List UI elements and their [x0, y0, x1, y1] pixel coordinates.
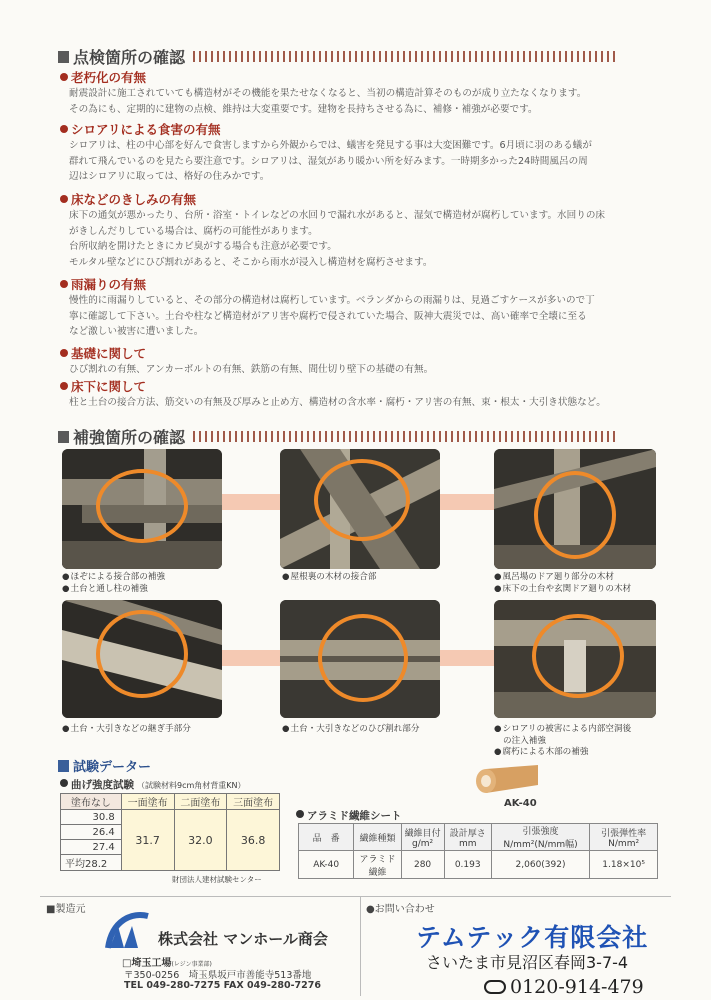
highlight-ring [96, 610, 188, 698]
heading-rule [193, 431, 615, 442]
contact-address: さいたま市見沼区春岡3-7-4 [426, 953, 629, 972]
contact-label: ●お問い合わせ [366, 904, 435, 915]
connector-band [220, 494, 282, 510]
maker-logo-icon [102, 910, 152, 950]
connector-band [438, 650, 496, 666]
table-cell: 0.193 [444, 851, 491, 879]
bending-test-table [60, 793, 280, 871]
aramid-heading [296, 808, 402, 823]
table-header: 引張強度 N/mm²(N/mm幅) [491, 824, 589, 851]
bullet-icon [60, 125, 68, 133]
table-cell: 30.8 [61, 810, 122, 825]
photo-caption [62, 572, 232, 595]
photo-caption [282, 572, 452, 584]
photo-caption [62, 724, 232, 736]
inspection-item-3 [60, 192, 663, 270]
test-data-heading [58, 756, 151, 775]
aramid-title: アラミド繊維シート [307, 810, 402, 822]
caption-text: ● 床下の土台や玄関ドア廻りの木材 [494, 584, 669, 596]
item-text: がきしんだりしている場合は、腐朽の可能性があります。 [69, 225, 318, 237]
footer-divider [40, 896, 671, 897]
caption-text: ● シロアリの被害による内部空洞後 [494, 724, 669, 736]
item-text: その為にも、定期的に建物の点検、維持は大変重要です。建物を長持ちさせる為に、補修・補強が必要です。 [69, 103, 538, 115]
bending-test-heading [60, 777, 246, 792]
table-cell: アラミド 繊維 [354, 851, 401, 879]
heading-mark [58, 51, 69, 63]
table-header: 一面塗布 [121, 794, 174, 810]
table-header: 設計厚さ mm [444, 824, 491, 851]
item-text: シロアリは、柱の中心部を好んで食害しますから外観からでは、蟻害を発見する事は大変困難です。6月頃に羽のある蟻が [69, 140, 592, 151]
caption-text: ● ほぞによる接合部の補強 [62, 572, 232, 584]
table-cell: AK-40 [299, 851, 354, 879]
table-header: 品 番 [299, 824, 354, 851]
inspection-item-1 [60, 70, 663, 117]
heading-rule [193, 51, 615, 62]
item-text: 床下の通気が悪かったり、台所・浴室・トイレなどの水回りで漏れ水があると、湿気で構造材が腐朽しています。水回りの床 [69, 210, 606, 221]
bullet-icon [60, 349, 68, 357]
bending-test-title: 曲げ強度試験 [71, 779, 134, 791]
table-header: 繊維目付 g/m² [401, 824, 444, 851]
bullet-icon [296, 810, 304, 818]
aramid-spec-table [298, 823, 658, 879]
reinforcement-heading [58, 425, 615, 448]
caption-text: の注入補強 [503, 735, 546, 746]
item-text: など激しい被害に遭いました。 [69, 326, 204, 337]
caption-text: ● 腐朽による木部の補強 [494, 747, 669, 759]
product-label: AK-40 [504, 798, 537, 809]
factory-name: □埼玉工場 [122, 958, 172, 969]
test-data-title: 試験データー [73, 760, 152, 775]
free-dial-icon [484, 980, 506, 994]
table-cell: 2,060(392) [491, 851, 589, 879]
footer-vertical-divider [360, 896, 361, 996]
bullet-icon [60, 779, 68, 787]
caption-text: ● 土台と通し柱の補強 [62, 584, 232, 596]
table-cell: 26.4 [61, 825, 122, 840]
table-header: 三面塗布 [227, 794, 280, 810]
item-text: 耐震設計に施工されていても構造材がその機能を果たせなくなると、当初の構造計算そのものが成り立たなくなります。 [69, 88, 587, 99]
table-header: 繊維種類 [354, 824, 401, 851]
caption-text: ● 屋根裏の木材の接合部 [282, 572, 452, 584]
item-title: 基礎に関して [71, 346, 147, 361]
table-header: 塗布なし [61, 794, 122, 810]
maker-tel: TEL 049-280-7275 FAX 049-280-7276 [124, 980, 321, 991]
table-header: 引張弾性率 N/mm² [590, 824, 658, 851]
contact-company: テムテック有限会社 [416, 923, 649, 952]
item-text: 台所収納を開けたときにカビ臭がする場合も注意が必要です。 [69, 241, 337, 252]
highlight-ring [532, 614, 624, 698]
inspection-item-4 [60, 277, 663, 340]
table-cell: 平均28.2 [61, 855, 122, 871]
table-header: 二面塗布 [174, 794, 227, 810]
connector-band [438, 494, 496, 510]
connector-band [220, 650, 282, 666]
table-cell: 36.8 [227, 810, 280, 871]
maker-address: 〒350-0256 埼玉県坂戸市善能寺513番地 [124, 970, 312, 981]
bullet-icon [60, 73, 68, 81]
item-text: 辺はシロアリに取っては、格好の住みかです。 [69, 171, 270, 182]
table-cell: 31.7 [121, 810, 174, 871]
maker-label: ■製造元 [46, 904, 86, 915]
maker-company: 株式会社 マンホール商会 [158, 930, 328, 948]
inspection-title: 点検箇所の確認 [73, 48, 186, 67]
inspection-item-5 [60, 346, 663, 378]
photo-caption [494, 572, 669, 595]
bullet-icon [60, 195, 68, 203]
photo-caption [494, 724, 669, 759]
caption-text: ● 土台・大引きなどの継ぎ手部分 [62, 724, 232, 736]
bending-test-note: （試験材料9cm角材背重KN） [137, 781, 246, 790]
photo-caption [282, 724, 452, 736]
item-text: 慢性的に雨漏りしていると、その部分の構造材は腐朽しています。ベランダからの雨漏りは、見過ごすケースが多いので丁 [69, 295, 595, 306]
item-text: ひび割れの有無、アンカーボルトの有無、鉄筋の有無、間仕切り壁下の基礎の有無。 [69, 364, 434, 375]
table-cell: 32.0 [174, 810, 227, 871]
table-cell: 1.18×10⁵ [590, 851, 658, 879]
item-title: 床などのきしみの有無 [71, 192, 197, 207]
highlight-ring [318, 614, 408, 702]
highlight-ring [534, 471, 616, 559]
factory-sub: (レジン事業部) [171, 961, 212, 968]
highlight-ring [314, 459, 410, 541]
inspection-item-6 [60, 379, 663, 411]
item-title: 雨漏りの有無 [71, 277, 147, 292]
caption-text: ● 風呂場のドア廻り部分の木材 [494, 572, 669, 584]
test-source: 財団法人建材試験センター [172, 875, 262, 884]
table-cell: 27.4 [61, 840, 122, 855]
highlight-ring [96, 469, 188, 543]
item-text: 群れて飛んでいるのを見たら要注意です。シロアリは、湿気があり暖かい所を好みます。一時期多かった24時間風呂の周 [69, 155, 588, 167]
contact-phone[interactable] [484, 976, 644, 998]
item-text: 寧に確認して下さい。土台や柱など構造材がアリ害や腐朽で侵されていた場合、阪神大震災では、高い確率で全壊に至る [69, 310, 587, 322]
heading-mark [58, 760, 69, 772]
aramid-roll-image [472, 763, 542, 799]
heading-mark [58, 431, 69, 443]
phone-number[interactable]: 0120-914-479 [510, 976, 644, 998]
item-text: 柱と土台の接合方法、筋交いの有無及び厚みと止め方、構造材の含水率・腐朽・アリ害の有無、束・根太・大引き状態など。 [69, 397, 606, 408]
table-cell: 280 [401, 851, 444, 879]
item-text: モルタル壁などにひび割れがあると、そこから雨水が浸入し構造材を腐朽させます。 [69, 256, 433, 268]
caption-text: ● 土台・大引きなどのひび割れ部分 [282, 724, 452, 736]
inspection-heading [58, 45, 615, 68]
bullet-icon [60, 280, 68, 288]
reinforcement-title: 補強箇所の確認 [73, 428, 186, 447]
item-title: 床下に関して [71, 379, 147, 394]
inspection-item-2 [60, 122, 663, 185]
bullet-icon [60, 382, 68, 390]
item-title: シロアリによる食害の有無 [71, 122, 221, 137]
item-title: 老朽化の有無 [71, 70, 147, 85]
